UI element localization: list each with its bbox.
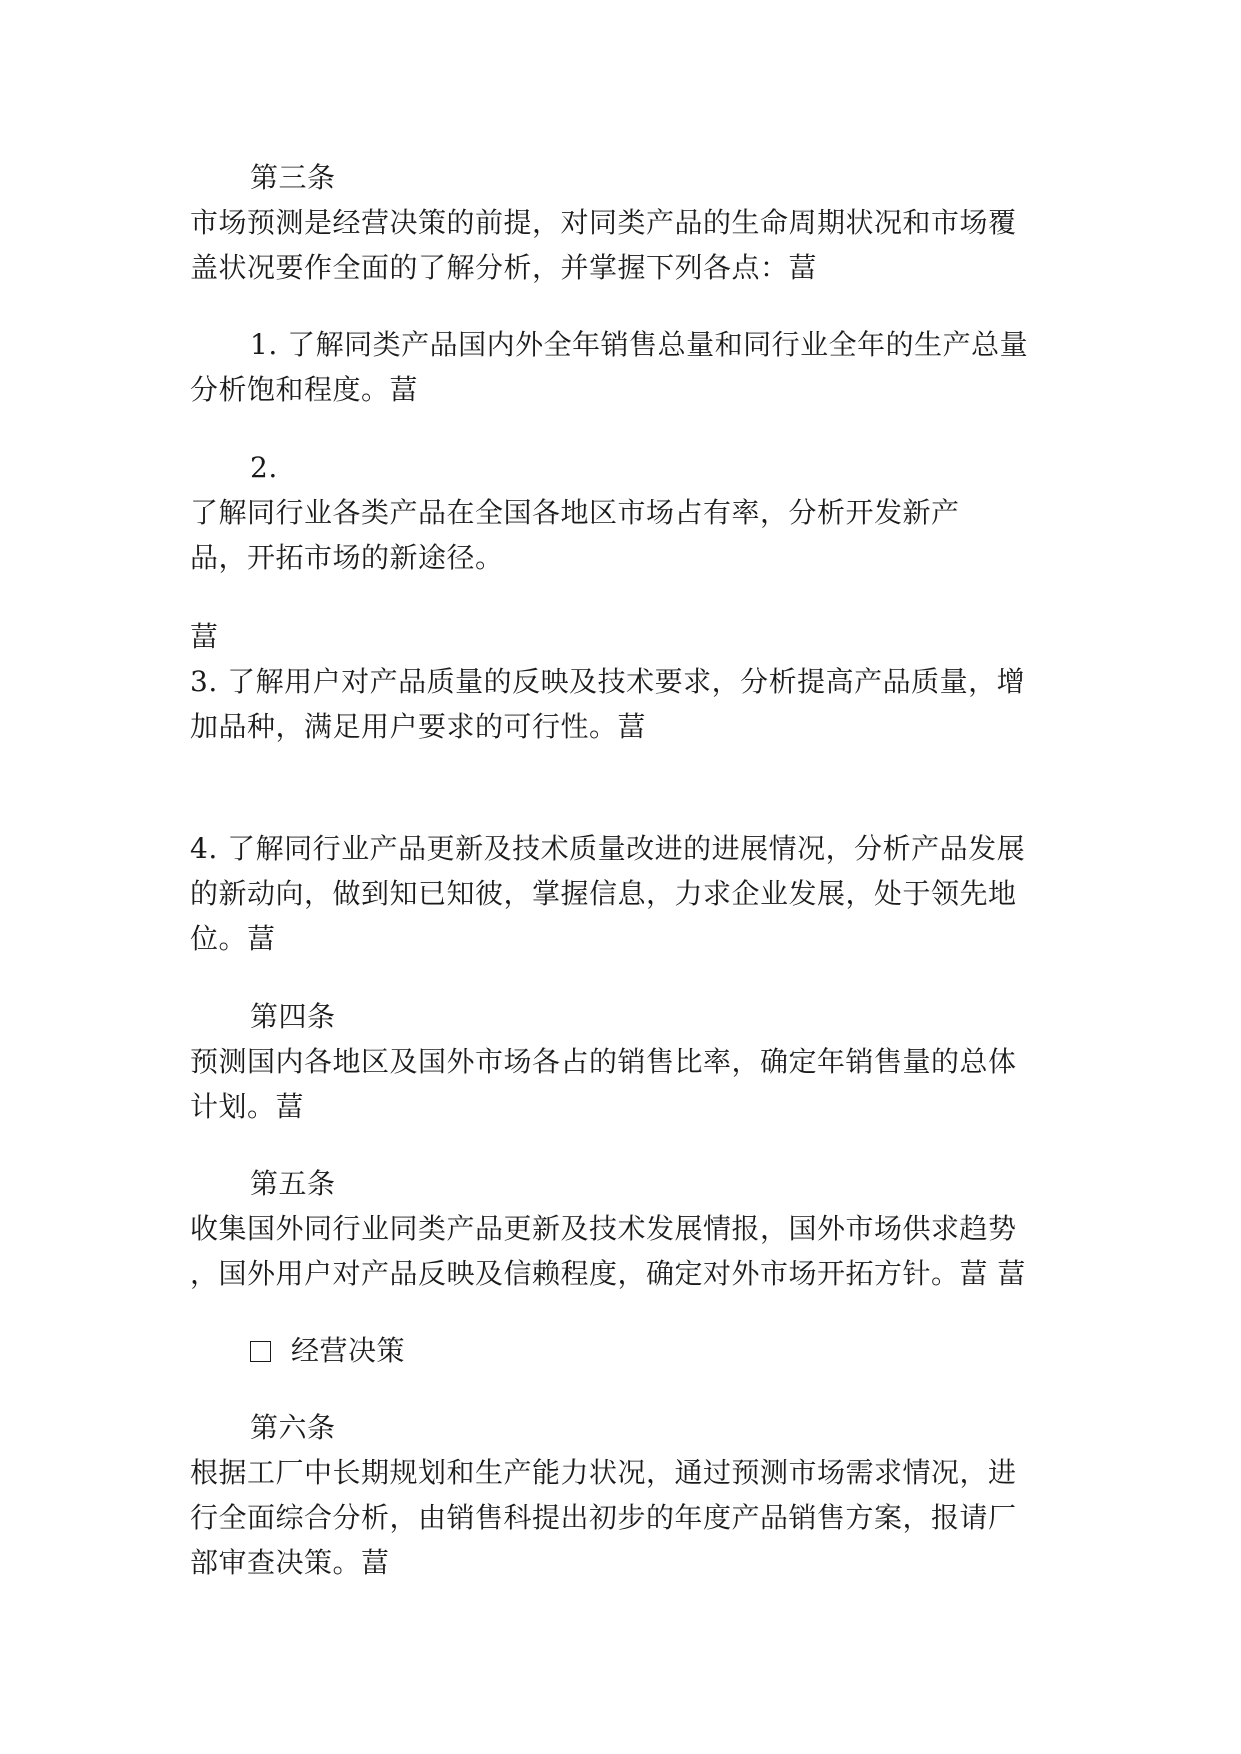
item-4-line-2: 的新动向，做到知已知彼，掌握信息，力求企业发展，处于领先地 — [190, 877, 1017, 910]
item-4-line-3: 位。葍 — [190, 922, 276, 955]
article-6-text-line-2: 行全面综合分析，由销售科提出初步的年度产品销售方案，报请厂 — [190, 1501, 1017, 1534]
article-6-text-line-3: 部审查决策。葍 — [190, 1546, 390, 1579]
section-heading — [250, 1331, 405, 1371]
item-4-line-1: 4. 了解同行业产品更新及技术质量改进的进展情况，分析产品发展 — [190, 832, 1026, 865]
item-3-line-2: 加品种，满足用户要求的可行性。葍 — [190, 710, 647, 743]
article-6-text-line-1: 根据工厂中长期规划和生产能力状况，通过预测市场需求情况，进 — [190, 1456, 1017, 1489]
item-1-line-2: 分析饱和程度。葍 — [190, 373, 419, 406]
checkbox-square-icon — [250, 1341, 271, 1362]
item-1-line-1: 1. 了解同类产品国内外全年销售总量和同行业全年的生产总量 — [250, 328, 1029, 361]
article-3-text-line-2: 盖状况要作全面的了解分析，并掌握下列各点：葍 — [190, 251, 818, 284]
article-5-heading: 第五条 — [250, 1167, 336, 1200]
article-3-heading: 第三条 — [250, 161, 336, 194]
article-5-text-line-1: 收集国外同行业同类产品更新及技术发展情报，国外市场供求趋势 — [190, 1212, 1017, 1245]
article-4-text-line-2: 计划。葍 — [190, 1090, 305, 1123]
item-2-line-3: 葍 — [190, 620, 219, 653]
article-6-heading: 第六条 — [250, 1411, 336, 1444]
item-2-line-1: 了解同行业各类产品在全国各地区市场占有率，分析开发新产 — [190, 496, 960, 529]
article-4-text-line-1: 预测国内各地区及国外市场各占的销售比率，确定年销售量的总体 — [190, 1045, 1017, 1078]
item-2-line-2: 品，开拓市场的新途径。 — [190, 541, 504, 574]
article-5-text-line-2: ，国外用户对产品反映及信赖程度，确定对外市场开拓方针。葍 葍 — [190, 1257, 1026, 1290]
article-3-text-line-1: 市场预测是经营决策的前提，对同类产品的生命周期状况和市场覆 — [190, 206, 1017, 239]
item-2-number: 2. — [250, 451, 278, 484]
section-title: 经营决策 — [291, 1334, 406, 1367]
article-4-heading: 第四条 — [250, 1000, 336, 1033]
item-3-line-1: 3. 了解用户对产品质量的反映及技术要求，分析提高产品质量，增 — [190, 665, 1026, 698]
